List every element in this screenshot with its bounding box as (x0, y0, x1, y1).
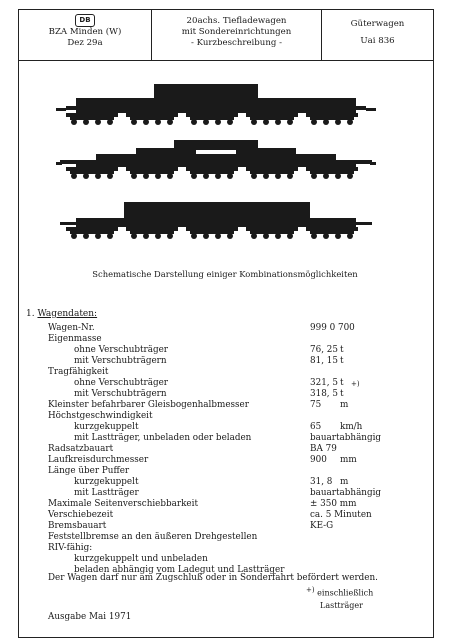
row-speed-last-label: mit Lastträger, unbeladen oder beladen (74, 433, 252, 443)
row-tragfaehigkeit-ohne-unit: t (340, 378, 344, 388)
wagon-schematics (56, 84, 376, 244)
row-speed-kurz-label: kurzgekuppelt (74, 422, 139, 432)
row-speed-last-value: bauartabhängig (310, 433, 382, 443)
row-tragfaehigkeit-mit-value: 318, 5 (310, 389, 338, 399)
wagon-type-label: Güterwagen (350, 19, 405, 29)
footnote-line-1: einschließlich (317, 588, 374, 598)
row-radius-label: Kleinster befahrbarer Gleisbogenhalbmesser (48, 400, 249, 410)
row-eigenmasse-ohne-value: 76, 25 (310, 345, 338, 355)
row-laenge-last-label: mit Lastträger (74, 488, 139, 498)
footnote-mark: +) (306, 586, 315, 594)
row-eigenmasse-ohne-label: ohne Verschubträger (74, 345, 169, 355)
row-eigenmasse-mit-value: 81, 15 (310, 356, 338, 366)
row-eigenmasse-mit-unit: t (340, 356, 344, 366)
row-speed-kurz-unit: km/h (340, 422, 363, 432)
section-number: 1. (26, 309, 35, 319)
row-riv-heading: RIV-fähig: (48, 543, 93, 553)
tragfaehigkeit-note-mark: +) (351, 380, 360, 388)
row-tragfaehigkeit-ohne-value: 321, 5 (310, 378, 338, 388)
wagon-type-code: Uai 836 (360, 36, 395, 46)
footnote-line-2: Lastträger (320, 600, 363, 610)
header-title-box (151, 9, 322, 61)
section-title (26, 309, 97, 319)
row-laenge-kurz-unit: m (340, 477, 349, 487)
row-tragfaehigkeit-heading: Tragfähigkeit (48, 367, 109, 377)
row-laenge-kurz-value: 31, 8 (310, 477, 333, 487)
row-tragfaehigkeit-mit-label: mit Verschubträgern (74, 389, 167, 399)
row-laufkreis-unit: mm (340, 455, 357, 465)
row-radius-value: 75 (310, 400, 322, 410)
row-bremsbauart-value: KE-G (310, 521, 334, 531)
schematic-wagon-1 (56, 84, 376, 125)
row-riv-kurz: kurzgekuppelt und unbeladen (74, 554, 208, 564)
row-verschiebbarkeit-label: Maximale Seitenverschiebbarkeit (48, 499, 198, 509)
footnote (306, 584, 373, 612)
row-wagon-number-value: 999 0 700 (310, 323, 355, 333)
row-laenge-heading: Länge über Puffer (48, 466, 130, 476)
issue-date: Ausgabe Mai 1971 (48, 612, 132, 622)
row-wagon-number-label: Wagen-Nr. (48, 323, 95, 333)
row-speed-kurz-value: 65 (310, 422, 322, 432)
row-feststellbremse: Feststellbremse an den äußeren Drehgestellen (48, 532, 258, 542)
row-verschiebbarkeit-value: ± 350 mm (310, 499, 357, 509)
section-heading: Wagendaten: (37, 309, 98, 319)
row-laufkreis-value: 900 (310, 455, 327, 465)
row-verschiebezeit-label: Verschiebezeit (48, 510, 114, 520)
row-bremsbauart-label: Bremsbauart (48, 521, 107, 531)
title-line-3: - Kurzbeschreibung - (190, 38, 283, 48)
row-verschiebezeit-value: ca. 5 Minuten (310, 510, 372, 520)
db-logo: DB (75, 14, 95, 27)
row-speed-heading: Höchstgeschwindigkeit (48, 411, 153, 421)
row-radsatz-value: BA 79 (310, 444, 337, 454)
schematic-wagon-3 (60, 202, 372, 239)
schematic-caption: Schematische Darstellung einiger Kombinationsmöglichkeiten (92, 269, 358, 279)
department: Dez 29a (67, 38, 103, 48)
header-type-box (321, 9, 434, 61)
row-tragfaehigkeit-mit-unit: t (340, 389, 344, 399)
title-line-2: mit Sondereinrichtungen (181, 27, 292, 37)
row-eigenmasse-ohne-unit: t (340, 345, 344, 355)
row-laufkreis-label: Laufkreisdurchmesser (48, 455, 149, 465)
row-eigenmasse-mit-label: mit Verschubträgern (74, 356, 167, 366)
row-laenge-kurz-label: kurzgekuppelt (74, 477, 139, 487)
row-radius-unit: m (340, 400, 349, 410)
schematic-wagon-2 (56, 140, 376, 179)
row-radsatz-label: Radsatzbauart (48, 444, 114, 454)
row-riv-beladen: beladen abhängig vom Ladegut und Lastträger (74, 565, 285, 575)
operation-restriction: Der Wagen darf nur am Zugschluß oder in Sonderfahrt befördert werden. (48, 573, 378, 583)
row-tragfaehigkeit-ohne-label: ohne Verschubträger (74, 378, 169, 388)
office-name: BZA Minden (W) (48, 27, 122, 37)
row-eigenmasse-heading: Eigenmasse (48, 334, 102, 344)
header-office-box (18, 9, 152, 61)
title-line-1: 20achs. Tiefladewagen (186, 16, 287, 26)
row-laenge-last-value: bauartabhängig (310, 488, 382, 498)
